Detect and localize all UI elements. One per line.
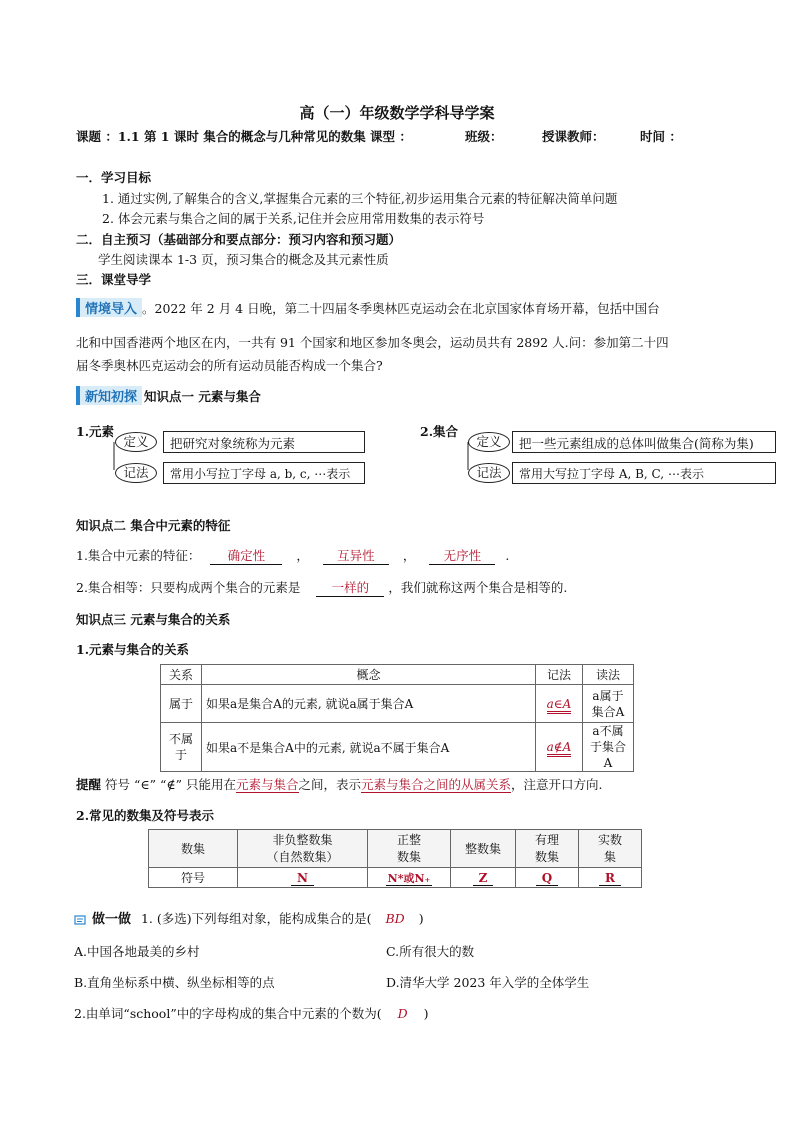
kp2-title: 知识点二 集合中元素的特征 xyxy=(76,518,231,533)
page-title: 高（一）年级数学学科导学案 xyxy=(299,104,495,122)
q1-close: ) xyxy=(418,911,424,926)
option-b: B.直角坐标系中横、纵坐标相等的点 xyxy=(74,975,275,990)
set-name: 正整 数集 xyxy=(368,830,451,868)
set-symbol: R xyxy=(599,871,621,886)
reading-cell: a属于集合A xyxy=(583,685,634,723)
table-row xyxy=(161,685,634,723)
option-c: C.所有很大的数 xyxy=(386,944,475,959)
section-guide-heading: 三．课堂导学 xyxy=(76,272,152,287)
equal-answer: 一样的 xyxy=(316,578,384,597)
q1-answer: BD xyxy=(385,911,405,926)
q2-close: ) xyxy=(423,1006,429,1021)
notation-cell: a∈A xyxy=(547,697,572,714)
feature-3: 无序性 xyxy=(429,546,495,565)
set-not-box xyxy=(512,462,776,484)
rel-header-relation: 关系 xyxy=(161,665,202,685)
concept-cell: 如果a不是集合A中的元素, 就说a不属于集合A xyxy=(202,723,536,772)
kp1-title: 知识点一 元素与集合 xyxy=(144,389,261,404)
element-label: 1.元素 xyxy=(76,424,115,439)
rel-cell: 属于 xyxy=(161,685,202,723)
kp2-line1-prefix: 1.集合中元素的特征： xyxy=(76,548,201,563)
q2-answer: D xyxy=(397,1006,408,1021)
section-preview-heading: 二．自主预习（基础部分和要点部分：预习内容和预习题） xyxy=(76,232,402,247)
intro-badge: 情境导入 xyxy=(76,298,142,317)
table-row xyxy=(161,723,634,772)
concept-cell: 如果a是集合A的元素, 就说a属于集合A xyxy=(202,685,536,723)
kp2-line2-prefix: 2.集合相等：只要构成两个集合的元素是 xyxy=(76,580,301,595)
feature-2: 互异性 xyxy=(323,546,389,565)
element-def-box xyxy=(163,431,365,453)
set-name: 有理 数集 xyxy=(516,830,579,868)
set-symbol: N xyxy=(291,871,314,886)
rel-cell: 不属于 xyxy=(161,723,202,772)
intro-line-1 xyxy=(76,298,660,317)
kp3-title: 知识点三 元素与集合的关系 xyxy=(76,612,231,627)
set-def-tag: 定义 xyxy=(468,432,510,452)
reminder-line xyxy=(76,775,603,793)
option-a: A.中国各地最美的乡村 xyxy=(74,944,200,959)
reminder-text-3: ，注意开口方向. xyxy=(511,777,603,792)
feature-1: 确定性 xyxy=(210,546,282,565)
intro-text-1: 。2022 年 2 月 4 日晚，第二十四届冬季奥林匹克运动会在北京国家体育场开幕，包括中国台 xyxy=(142,301,660,316)
header-teacher: 授课教师： xyxy=(542,129,605,144)
element-not-tag: 记法 xyxy=(115,463,157,483)
practice-badge: 做一做 xyxy=(91,912,131,927)
reminder-label: 提醒 xyxy=(76,777,102,792)
reminder-red-1: 元素与集合 xyxy=(235,777,299,792)
notation-cell: a∉A xyxy=(547,740,572,757)
set-symbol: N*或N₊ xyxy=(387,871,431,885)
goal-item-1: 1. 通过实例,了解集合的含义,掌握集合元素的三个特征,初步运用集合元素的特征解决简单问题 xyxy=(102,191,618,206)
element-not-box xyxy=(163,462,365,484)
rel-header-reading: 读法 xyxy=(583,665,634,685)
set-symbol: Z xyxy=(473,871,494,886)
reading-cell: a不属于集合A xyxy=(583,723,634,772)
element-def-text: 把研究对象统称为元素 xyxy=(170,436,296,451)
header-class: 班级： xyxy=(465,129,503,144)
kp2-line-2 xyxy=(76,578,567,597)
set-name: 实数 集 xyxy=(579,830,642,868)
set-name: 非负整数集 （自然数集） xyxy=(238,830,368,868)
kp3-sub2: 2.常见的数集及符号表示 xyxy=(76,808,215,823)
reminder-red-2: 元素与集合之间的从属关系 xyxy=(361,777,512,792)
practice-q1 xyxy=(74,908,424,927)
sets-row-label: 数集 xyxy=(149,830,238,868)
header-topic: 课题 ：1.1 第 1 课时 集合的概念与几种常见的数集 课型 ： xyxy=(76,129,412,144)
set-name: 整数集 xyxy=(451,830,516,868)
kp2-line2-suffix: ，我们就称这两个集合是相等的. xyxy=(388,580,568,595)
intro-line-2: 北和中国香港两个地区在内，一共有 91 个国家和地区参加冬奥会，运动员共有 2892 人.问：参加第二十四 xyxy=(76,335,669,350)
section-goals-heading: 一．学习目标 xyxy=(76,170,152,185)
relation-table xyxy=(160,664,634,772)
intro-line-3: 届冬季奥林匹克运动会的所有运动员能否构成一个集合? xyxy=(76,358,383,373)
kp1-badge: 新知初探 xyxy=(76,386,142,405)
kp2-line-1: 1.集合中元素的特征： 确定性 ， 互异性 ， 无序性 . xyxy=(76,548,510,563)
set-def-box xyxy=(512,431,776,453)
kp3-sub1: 1.元素与集合的关系 xyxy=(76,642,190,657)
set-label: 2.集合 xyxy=(420,424,459,439)
rel-header-concept: 概念 xyxy=(202,665,536,685)
goal-item-2: 2. 体会元素与集合之间的属于关系,记住并会应用常用数集的表示符号 xyxy=(102,211,485,226)
kp1-heading xyxy=(76,386,261,405)
symbols-row-label: 符号 xyxy=(149,868,238,888)
reminder-text-1: 符号 “∈” “∉” 只能用在 xyxy=(101,777,236,792)
header-time: 时间 ： xyxy=(640,129,682,144)
set-not-tag: 记法 xyxy=(468,463,510,483)
rel-header-notation: 记法 xyxy=(536,665,583,685)
number-sets-table xyxy=(148,829,642,888)
element-def-tag: 定义 xyxy=(115,432,157,452)
set-symbol: Q xyxy=(536,871,558,886)
pencil-note-icon xyxy=(74,914,88,926)
preview-text: 学生阅读课本 1-3 页，预习集合的概念及其元素性质 xyxy=(98,252,389,267)
reminder-text-2: 之间，表示 xyxy=(298,777,362,792)
practice-q2 xyxy=(74,1004,429,1022)
option-d: D.清华大学 2023 年入学的全体学生 xyxy=(386,975,590,990)
set-not-text: 常用大写拉丁字母 A, B, C, ⋯表示 xyxy=(519,467,704,481)
set-def-text: 把一些元素组成的总体叫做集合(简称为集) xyxy=(519,436,754,451)
q1-text: 1. (多选)下列每组对象，能构成集合的是( xyxy=(140,911,372,926)
q2-text: 2.由单词“school”中的字母构成的集合中元素的个数为( xyxy=(74,1006,382,1021)
element-not-text: 常用小写拉丁字母 a, b, c, ⋯表示 xyxy=(170,467,351,481)
